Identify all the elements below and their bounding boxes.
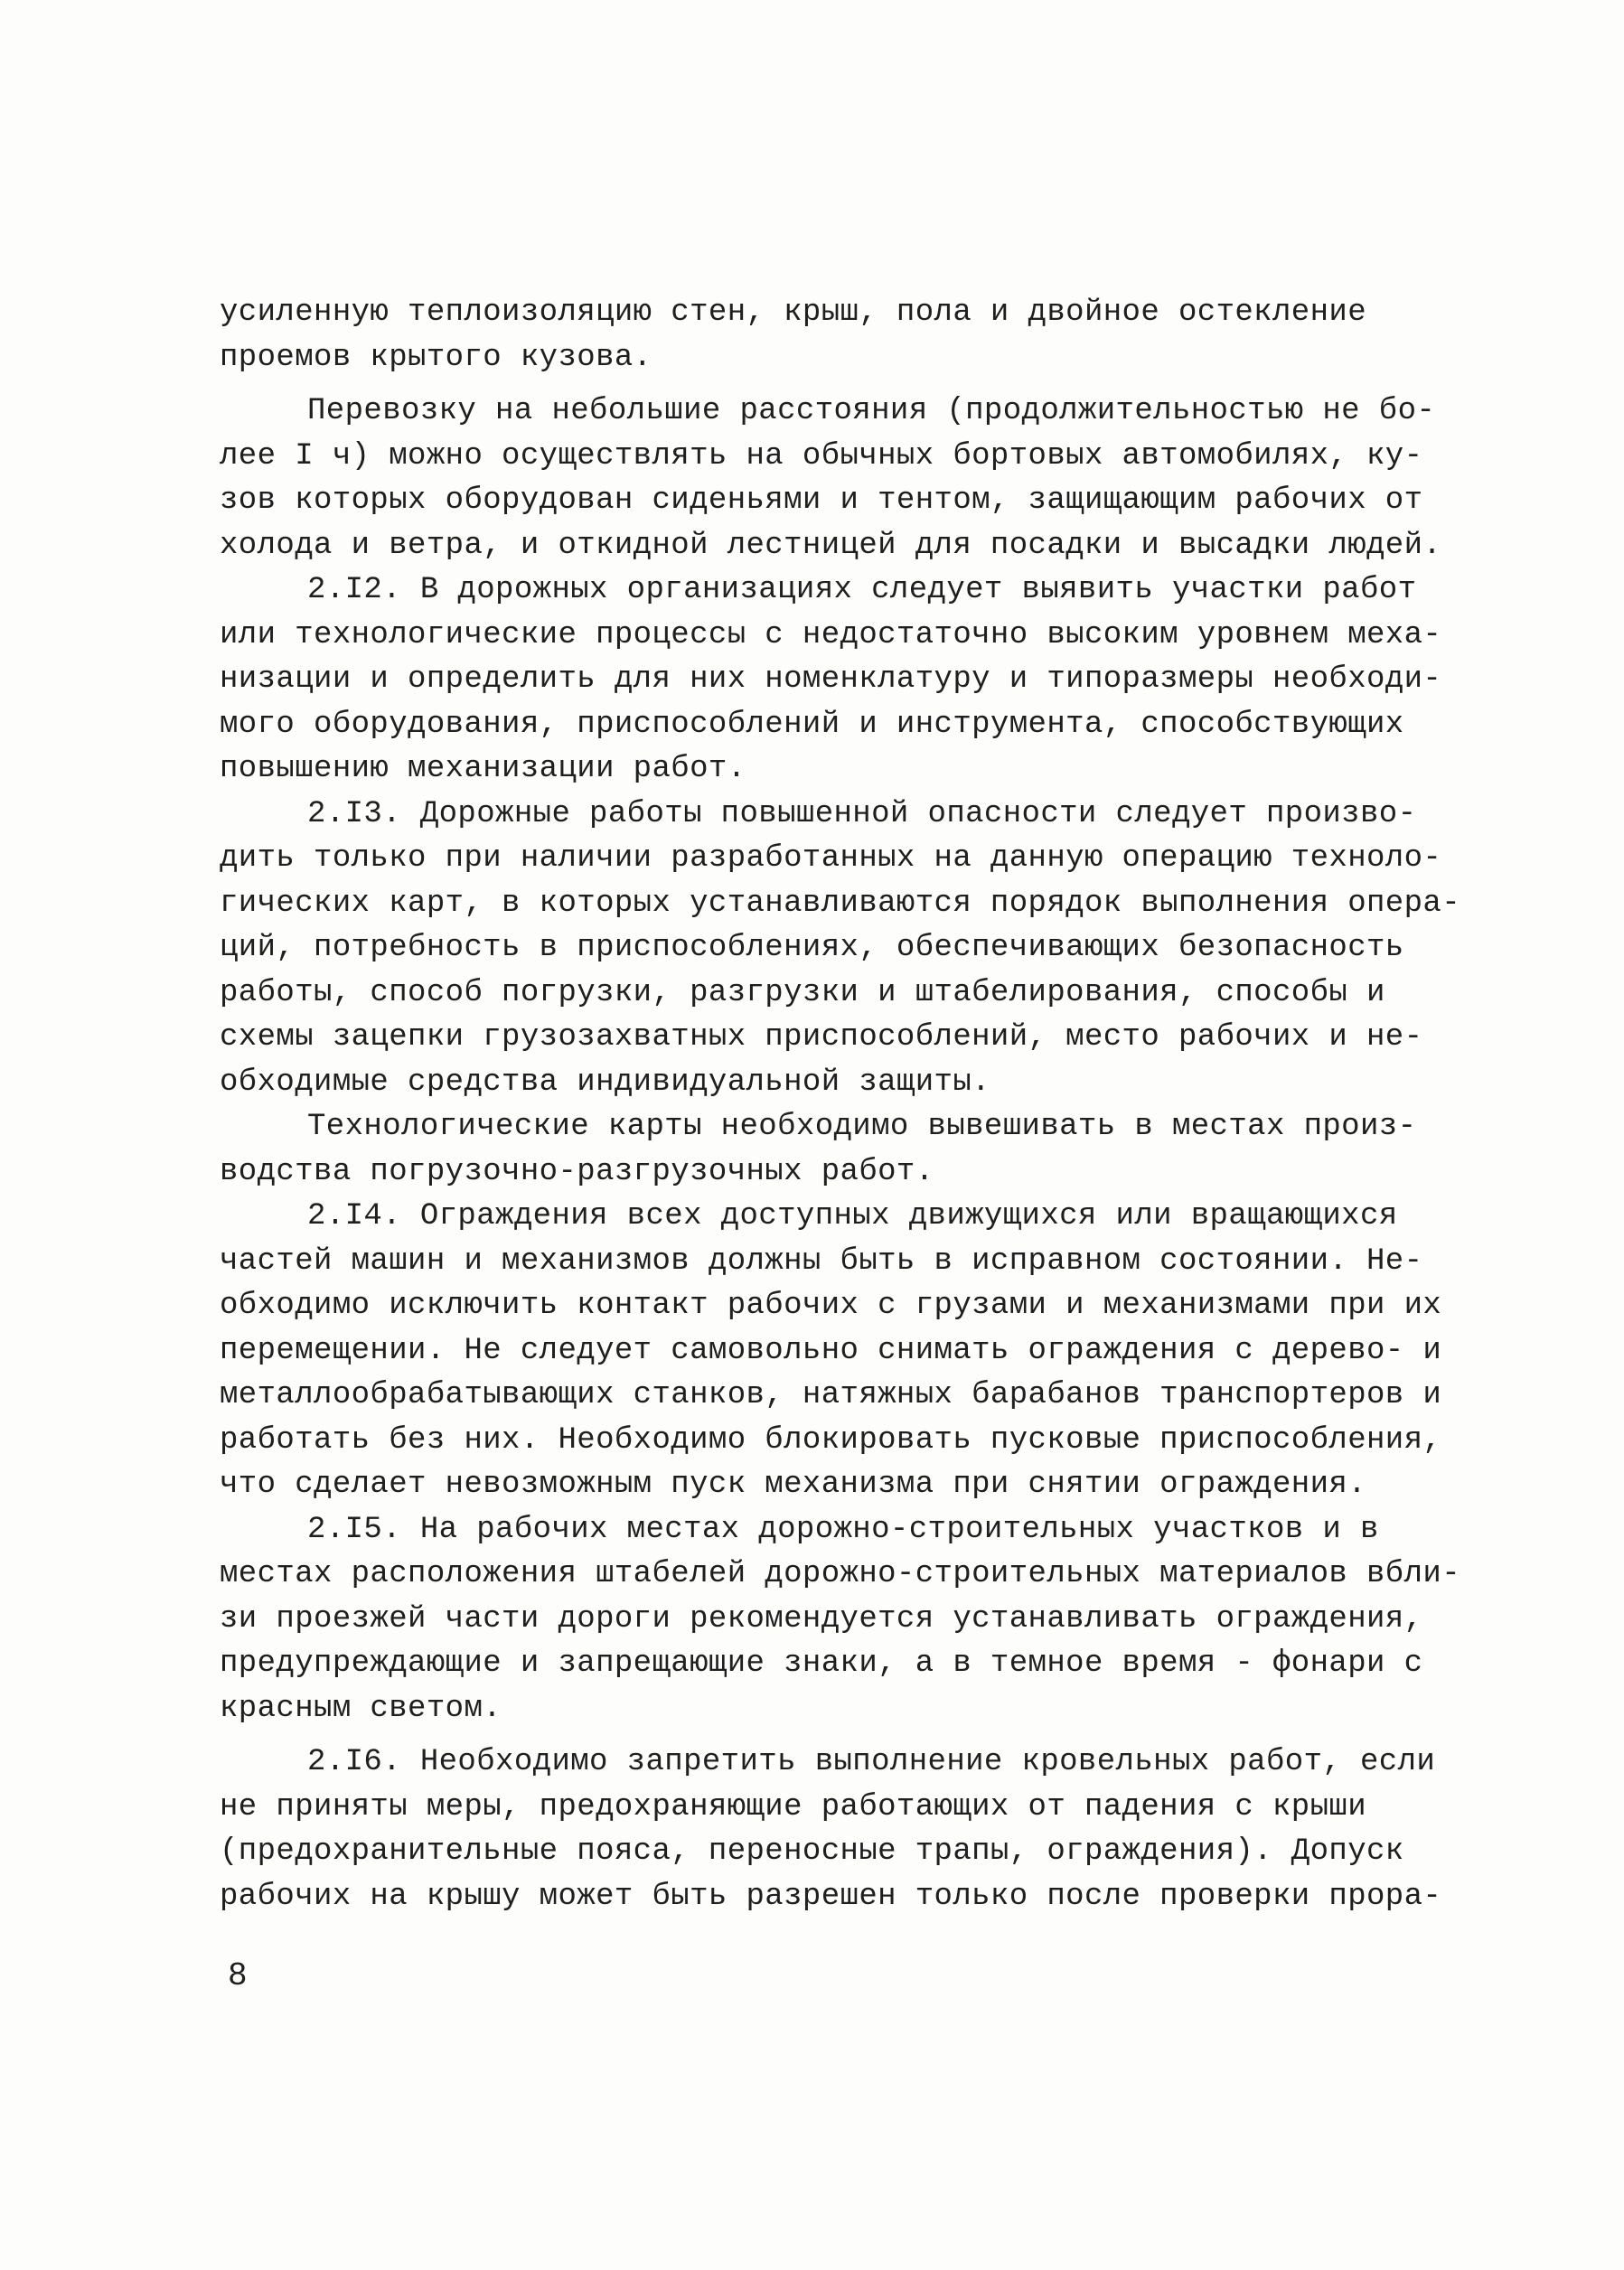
text-line: лее I ч) можно осуществлять на обычных бортовых автомобилях, ку-	[220, 438, 1423, 474]
text-line: обходимые средства индивидуальной защиты.	[220, 1065, 990, 1100]
paragraph-start-line: Перевозку на небольшие расстояния (продолжительностью не бо-	[307, 394, 1436, 428]
text-line: работы, способ погрузки, разгрузки и штабелирования, способы и	[220, 975, 1385, 1010]
page-number: 8	[228, 1957, 248, 1994]
text-line: гических карт, в которых устанавливаются порядок выполнения опера-	[220, 886, 1461, 921]
text-line: низации и определить для них номенклатуру и типоразмеры необходи-	[220, 662, 1442, 697]
body-text	[220, 291, 1461, 1919]
text-line: проемов крытого кузова.	[220, 340, 652, 375]
section-2-15-line: 2.I5. На рабочих местах дорожно-строительных участков и в	[307, 1512, 1379, 1547]
text-line: усиленную теплоизоляцию стен, крыш, пола и двойное остекление	[220, 295, 1367, 330]
section-2-13-line: 2.I3. Дорожные работы повышенной опасности следует произво-	[307, 796, 1417, 831]
text-line: дить только при наличии разработанных на данную операцию техноло-	[220, 841, 1442, 876]
text-line: не приняты меры, предохраняющие работающих от падения с крыши	[220, 1789, 1367, 1824]
text-line: мого оборудования, приспособлений и инструмента, способствующих	[220, 707, 1404, 742]
text-line: зи проезжей части дороги рекомендуется устанавливать ограждения,	[220, 1601, 1423, 1637]
text-line: или технологические процессы с недостаточно высоким уровнем меха-	[220, 617, 1442, 652]
text-line: (предохранительные пояса, переносные трапы, ограждения). Допуск	[220, 1834, 1404, 1869]
text-line: местах расположения штабелей дорожно-строительных материалов вбли-	[220, 1557, 1461, 1591]
section-2-14-line: 2.I4. Ограждения всех доступных движущихся или вращающихся	[307, 1199, 1398, 1233]
text-line: красным светом.	[220, 1691, 502, 1726]
text-line: что сделает невозможным пуск механизма при снятии ограждения.	[220, 1468, 1367, 1502]
text-line: ций, потребность в приспособлениях, обеспечивающих безопасность	[220, 931, 1404, 965]
text-line: холода и ветра, и откидной лестницей для посадки и высадки людей.	[220, 528, 1442, 563]
text-line: повышению механизации работ.	[220, 752, 746, 786]
text-line: частей машин и механизмов должны быть в исправном состоянии. Не-	[220, 1243, 1423, 1279]
section-2-12-line: 2.I2. В дорожных организациях следует выявить участки работ	[307, 573, 1417, 607]
section-2-16-line: 2.I6. Необходимо запретить выполнение кровельных работ, если	[307, 1745, 1436, 1779]
text-line: рабочих на крышу может быть разрешен только после проверки прора-	[220, 1879, 1442, 1914]
text-line: металлообрабатывающих станков, натяжных барабанов транспортеров и	[220, 1378, 1442, 1412]
text-line: схемы зацепки грузозахватных приспособлений, место рабочих и не-	[220, 1020, 1423, 1055]
text-line: перемещении. Не следует самовольно снимать ограждения с дерево- и	[220, 1333, 1442, 1368]
text-line: зов которых оборудован сиденьями и тентом, защищающим рабочих от	[220, 483, 1423, 518]
text-line: водства погрузочно-разгрузочных работ.	[220, 1154, 934, 1189]
text-line: работать без них. Необходимо блокировать пусковые приспособления,	[220, 1422, 1442, 1458]
text-line: предупреждающие и запрещающие знаки, а в темное время - фонари с	[220, 1646, 1423, 1681]
text-line: обходимо исключить контакт рабочих с грузами и механизмами при их	[220, 1289, 1442, 1323]
paragraph-start-line: Технологические карты необходимо вывешивать в местах произ-	[307, 1110, 1417, 1144]
